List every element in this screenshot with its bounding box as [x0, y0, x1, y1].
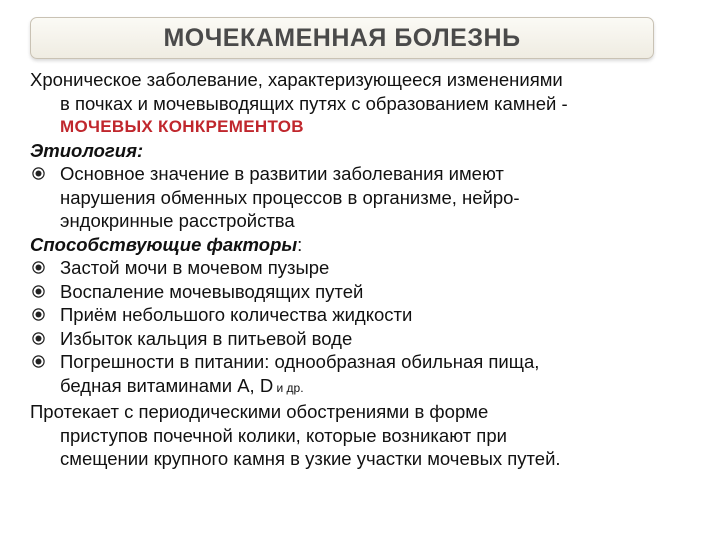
factor-text: Приём небольшого количества жидкости [60, 304, 413, 325]
intro-paragraph [30, 68, 690, 139]
circled-dot-icon [32, 285, 45, 298]
factors-heading-line [30, 233, 690, 257]
nutrition-line-2: бедная витаминами А, D [60, 374, 274, 396]
page-title: МОЧЕКАМЕННАЯ БОЛЕЗНЬ [163, 23, 521, 52]
nutrition-etc: и др. [273, 380, 304, 395]
circled-dot-icon [32, 332, 45, 345]
list-item [30, 327, 690, 351]
list-item [30, 280, 690, 304]
factors-colon: : [297, 233, 303, 255]
course-paragraph [30, 400, 690, 471]
slide-content [30, 68, 690, 471]
etiology-heading: Этиология: [30, 139, 144, 161]
factor-text: Застой мочи в мочевом пузыре [60, 257, 330, 278]
factor-text: Избыток кальция в питьевой воде [60, 327, 353, 349]
etiology-line-1: Основное значение в развитии заболевания имеют [60, 163, 504, 184]
factor-text: Воспаление мочевыводящих путей [60, 280, 364, 302]
circled-dot-icon [32, 167, 45, 180]
circled-dot-icon [32, 261, 45, 274]
list-item [30, 350, 690, 400]
course-line-2: приступов почечной колики, которые возникают при [60, 424, 507, 446]
course-line-3: смещении крупного камня в узкие участки мочевых путей. [60, 448, 561, 469]
factors-list [30, 256, 690, 350]
circled-dot-icon [32, 355, 45, 368]
circled-dot-icon [32, 308, 45, 321]
list-item [30, 162, 690, 233]
etiology-line-3: эндокринные расстройства [60, 210, 295, 231]
list-item [30, 303, 690, 327]
intro-line-2: в почках и мочевыводящих путях с образованием камней - [60, 92, 568, 114]
intro-line-1: Хроническое заболевание, характеризующееся изменениями [30, 69, 563, 90]
list-item [30, 256, 690, 280]
nutrition-line-1: Погрешности в питании: однообразная обильная пища, [60, 351, 540, 372]
etiology-line-2: нарушения обменных процессов в организме, нейро- [60, 186, 520, 208]
course-line-1: Протекает с периодическими обострениями в форме [30, 401, 489, 422]
factors-heading: Способствующие факторы [30, 233, 298, 255]
title-banner [30, 17, 654, 59]
intro-highlight: МОЧЕВЫХ КОНКРЕМЕНТОВ [60, 117, 304, 136]
